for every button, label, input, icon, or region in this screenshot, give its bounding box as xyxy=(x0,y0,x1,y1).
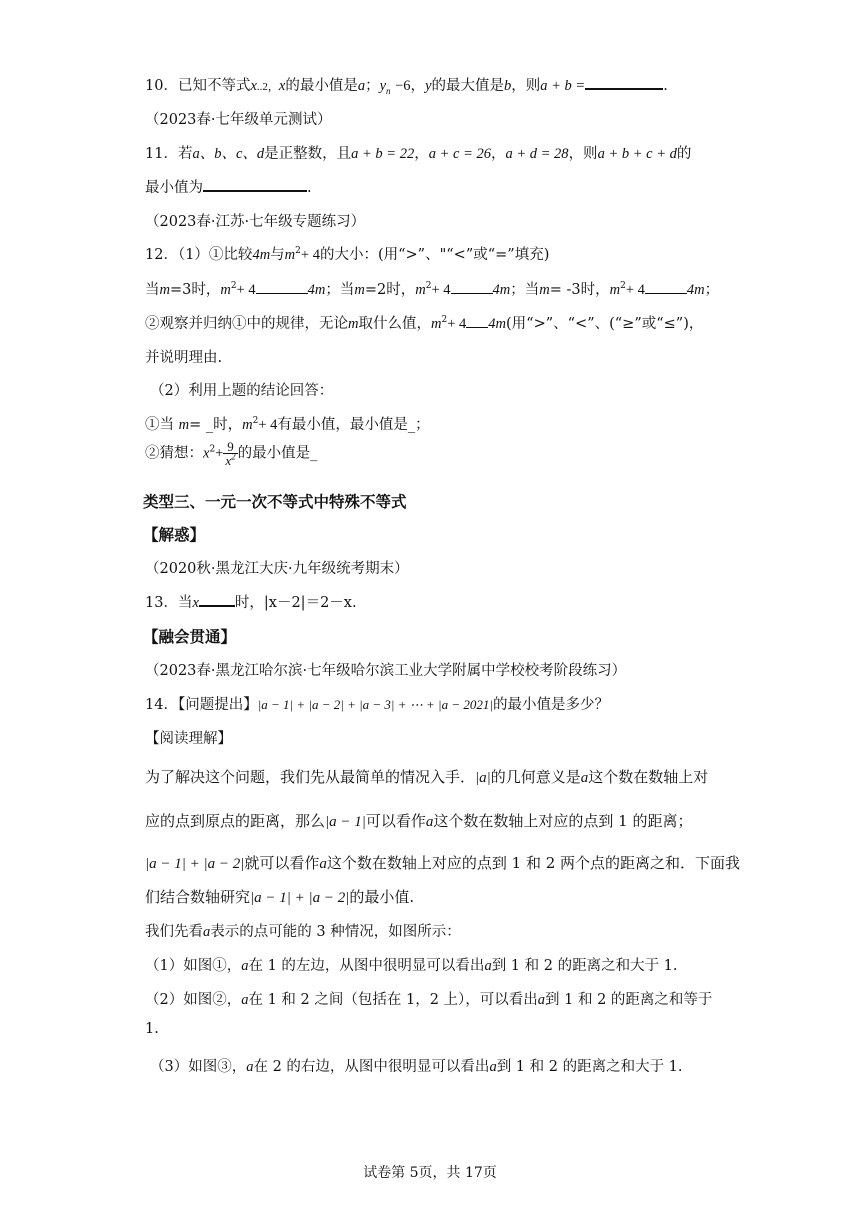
answer-blank[interactable] xyxy=(199,591,235,607)
question-10: 10．已知不等式x..2，x的最小值是a；$y_n -6$，y的最大值是b，则a + b = . xyxy=(145,74,668,95)
answer-blank[interactable] xyxy=(585,74,663,90)
case-2: （2）如图②，a在 1 和 2 之间（包括在 1，2 上），可以看出a到 1 和 2 的距离之和等于 xyxy=(145,992,713,1008)
question-12-line6: ①当 m= _时，$m^2+ 4$有最小值，最小值是_； xyxy=(145,416,430,433)
answer-blank[interactable] xyxy=(203,176,307,192)
source-note: （2020秋·黑龙江大庆·九年级统考期末） xyxy=(145,561,409,577)
case-1: （1）如图①，a在 1 的左边，从图中很明显可以看出a到 1 和 2 的距离之和大于 1. xyxy=(145,958,678,974)
question-14: 14．【问题提出】|a − 1| + |a − 2| + |a − 3| + ⋯ + |a − 2021|的最小值是多少？ xyxy=(145,697,609,713)
question-12-line7: ②猜想：$x^2+$ $\frac{9}{x^2}$ 的最小值是_ xyxy=(145,439,318,468)
question-12-line2: 当m=3时，$m^2+ 4$ 4m；当m=2时，$m^2+ 4$ 4m；当m= -3时，$m^2+ 4$ 4m； xyxy=(145,278,719,299)
source-note: （2023春·江苏·七年级专题练习） xyxy=(145,214,366,230)
question-13: 13．当x 时，|x－2|＝2－x. xyxy=(145,591,357,612)
question-12-line4: 并说明理由. xyxy=(145,350,223,366)
question-12: 12．（1）①比较4m与$m^2+ 4$的大小：(用“>”、"“<”或“=”填充) xyxy=(145,246,550,263)
paragraph-5: 我们先看a表示的点可能的 3 种情况，如图所示： xyxy=(145,924,461,940)
answer-blank[interactable] xyxy=(466,313,488,328)
answer-blank[interactable] xyxy=(256,279,308,294)
paragraph-1: 为了解决这个问题，我们先从最简单的情况入手．|a|的几何意义是a这个数在数轴上对 xyxy=(145,768,709,786)
question-12-line3: ②观察并归纳①中的规律，无论m取什么值，$m^2+ 4$ 4m(用“>”、“<”、(“≥”或“≤”)， xyxy=(145,312,703,333)
answer-blank[interactable] xyxy=(451,279,493,294)
section-title: 类型三、一元一次不等式中特殊不等式 xyxy=(143,493,407,511)
page-footer: 试卷第 5页，共 17页 xyxy=(363,1165,497,1181)
case-2-cont: 1. xyxy=(145,1021,159,1037)
subheading-jiehuo: 【解惑】 xyxy=(143,525,206,544)
question-11-cont: 最小值为 . xyxy=(145,176,312,197)
source-note: （2023春·七年级单元测试） xyxy=(145,112,332,128)
question-12-part2: （2）利用上题的结论回答： xyxy=(150,383,334,399)
subheading-ronghui: 【融会贯通】 xyxy=(143,627,237,646)
paragraph-2: 应的点到原点的距离，那么|a − 1|可以看作a这个数在数轴上对应的点到 1 的距离； xyxy=(145,812,693,830)
case-3: （3）如图③，a在 2 的右边，从图中很明显可以看出a到 1 和 2 的距离之和大于 1. xyxy=(150,1059,683,1075)
paragraph-4: 们结合数轴研究|a − 1| + |a − 2|的最小值. xyxy=(145,888,415,906)
question-11: 11．若a、b、c、d是正整数，且a + b = 22，a + c = 26，a + d = 28，则a + b + c + d的 xyxy=(145,146,692,162)
fraction: $\frac{9}{x^2}$ xyxy=(225,439,236,468)
subheading-read: 【阅读理解】 xyxy=(145,731,232,747)
answer-blank[interactable] xyxy=(645,279,687,294)
source-note: （2023春·黑龙江哈尔滨·七年级哈尔滨工业大学附属中学校校考阶段练习） xyxy=(145,663,627,679)
paragraph-3: |a − 1| + |a − 2|就可以看作a这个数在数轴上对应的点到 1 和 2 两个点的距离之和．下面我 xyxy=(145,854,741,872)
